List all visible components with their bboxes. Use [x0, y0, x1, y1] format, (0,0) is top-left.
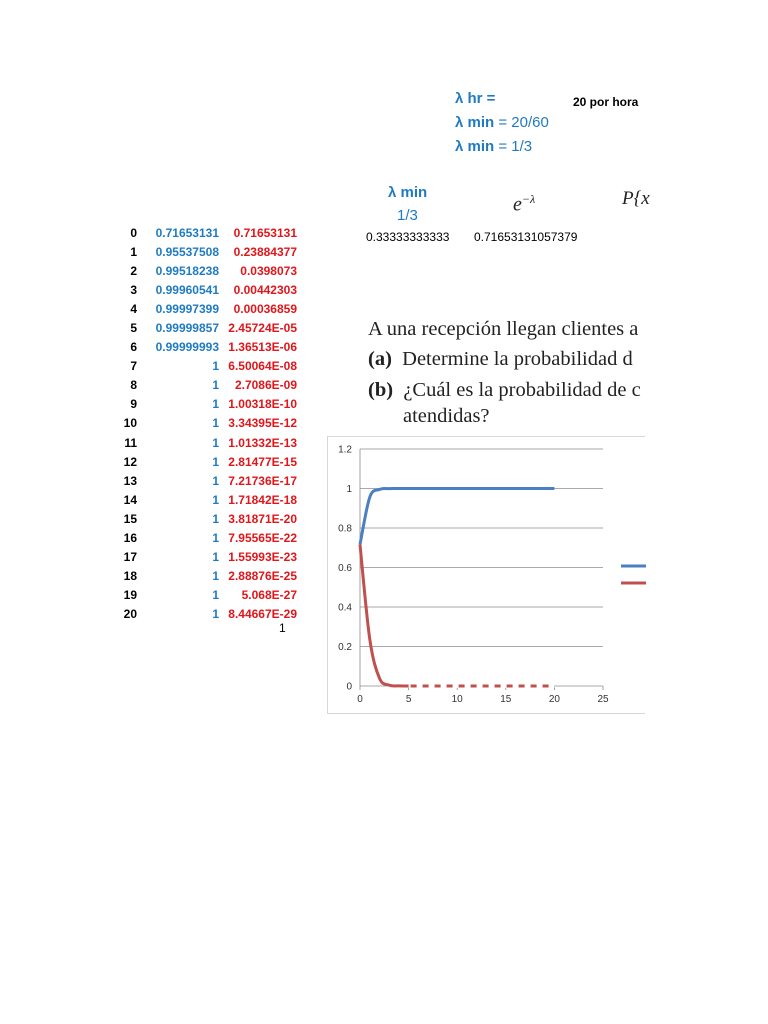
table-cdf-cell: 1 [212, 454, 219, 469]
table-cdf-cell: 0.99999857 [155, 321, 219, 336]
table-pmf-cell: 1.01332E-13 [228, 435, 297, 450]
table-k-cell: 0 [130, 226, 137, 240]
table-pmf-cell: 2.7086E-09 [234, 378, 297, 393]
table-cdf-cell: 1 [212, 568, 219, 583]
table-pmf-cell: 6.50064E-08 [228, 359, 297, 374]
table-k-cell: 10 [123, 416, 137, 431]
table-pmf-cell: 2.45724E-05 [228, 321, 297, 336]
series-line-red [360, 544, 554, 686]
table-k-cell: 19 [123, 587, 137, 602]
x-tick-label: 25 [597, 694, 609, 705]
lambda-hr-label: λ hr = [455, 90, 496, 107]
lambda-min-header-value: 1/3 [397, 207, 418, 224]
table-k-cell: 6 [130, 340, 137, 355]
table-cdf-cell: 1 [212, 587, 219, 602]
pmf-sum: 1 [279, 621, 286, 635]
table-pmf-cell: 0.0398073 [240, 264, 297, 279]
table-cdf-cell: 0.99999993 [155, 340, 219, 355]
chart-svg [328, 437, 646, 715]
lambda-min-line-2: λ min = 1/3 [455, 138, 533, 155]
y-tick-label: 0.8 [338, 523, 352, 535]
x-tick-label: 10 [451, 694, 463, 705]
poisson-chart [327, 436, 645, 714]
table-k-cell: 9 [130, 397, 137, 412]
table-pmf-cell: 3.81871E-20 [228, 511, 297, 526]
table-k-cell: 5 [130, 321, 137, 336]
table-cdf-cell: 0.99960541 [155, 283, 219, 298]
table-pmf-cell: 1.36513E-06 [228, 340, 297, 355]
table-cdf-cell: 1 [212, 530, 219, 545]
x-tick-label: 5 [405, 694, 412, 705]
table-cdf-cell: 1 [212, 549, 219, 564]
table-cdf-cell: 0.95537508 [155, 245, 219, 260]
table-pmf-cell: 1.71842E-18 [228, 492, 297, 507]
lambda-decimal: 0.33333333333 [366, 230, 450, 244]
table-pmf-cell: 7.21736E-17 [228, 473, 297, 488]
table-pmf-cell: 0.23884377 [233, 245, 297, 260]
table-cdf-cell: 1 [212, 606, 219, 621]
table-cdf-cell: 0.71653131 [155, 226, 219, 240]
table-k-cell: 18 [123, 568, 137, 583]
table-cdf-cell: 1 [212, 435, 219, 450]
lambda-hr-value: 20 por hora [573, 95, 639, 109]
table-pmf-cell: 0.00442303 [233, 283, 297, 298]
table-cdf-cell: 1 [212, 416, 219, 431]
table-pmf-cell: 0.71653131 [233, 226, 297, 240]
table-cdf-cell: 0.99997399 [155, 302, 219, 317]
table-k-cell: 12 [123, 454, 137, 469]
probability-formula: P{x [622, 188, 650, 209]
table-pmf-cell: 8.44667E-29 [228, 606, 297, 621]
table-cdf-cell: 1 [212, 397, 219, 412]
lambda-min-line-1: λ min = 20/60 [455, 114, 549, 131]
table-k-cell: 11 [124, 435, 137, 450]
table-pmf-cell: 1.00318E-10 [228, 397, 297, 412]
y-tick-label: 1 [346, 484, 352, 495]
table-cdf-cell: 1 [212, 473, 219, 488]
y-tick-label: 0.6 [338, 563, 352, 574]
table-k-cell: 3 [130, 283, 137, 298]
table-k-cell: 7 [130, 359, 137, 374]
table-pmf-cell: 2.88876E-25 [228, 568, 297, 583]
table-k-cell: 16 [123, 530, 137, 545]
table-k-cell: 14 [123, 492, 137, 507]
table-pmf-cell: 7.95565E-22 [228, 530, 297, 545]
table-k-cell: 8 [130, 378, 137, 393]
lambda-min-header: λ min [388, 184, 428, 201]
table-k-cell: 15 [123, 511, 137, 526]
x-tick-label: 0 [357, 694, 363, 705]
table-k-cell: 2 [130, 264, 137, 279]
table-pmf-cell: 0.00036859 [233, 302, 297, 317]
series-line-blue [360, 488, 554, 544]
table-cdf-cell: 1 [212, 378, 219, 393]
y-tick-label: 0.2 [338, 642, 352, 653]
table-k-cell: 4 [130, 302, 137, 317]
y-tick-label: 0 [346, 681, 352, 693]
table-cdf-cell: 0.99518238 [155, 264, 219, 279]
table-k-cell: 1 [130, 245, 137, 260]
exp-formula: $e^{-\lambda}$ [513, 192, 536, 216]
table-pmf-cell: 1.55993E-23 [228, 549, 297, 564]
table-cdf-cell: 1 [212, 511, 219, 526]
problem-part-b-cont: atendidas? [403, 405, 490, 427]
problem-part-b: (b) ¿Cuál es la probabilidad de c [368, 379, 641, 401]
y-tick-label: 1.2 [338, 444, 352, 456]
table-pmf-cell: 3.34395E-12 [228, 416, 297, 431]
x-tick-label: 20 [548, 694, 560, 705]
table-cdf-cell: 1 [212, 492, 219, 507]
y-tick-label: 0.4 [338, 602, 352, 614]
problem-part-a: (a) Determine la probabilidad d [368, 348, 633, 370]
table-k-cell: 20 [123, 606, 137, 621]
problem-intro: A una recepción llegan clientes a [368, 318, 639, 340]
table-k-cell: 13 [123, 473, 137, 488]
table-cdf-cell: 1 [212, 359, 219, 374]
table-pmf-cell: 5.068E-27 [241, 587, 297, 602]
exp-value: 0.71653131057379 [474, 230, 578, 244]
table-pmf-cell: 2.81477E-15 [228, 454, 297, 469]
table-k-cell: 17 [123, 549, 137, 564]
x-tick-label: 15 [500, 694, 512, 705]
